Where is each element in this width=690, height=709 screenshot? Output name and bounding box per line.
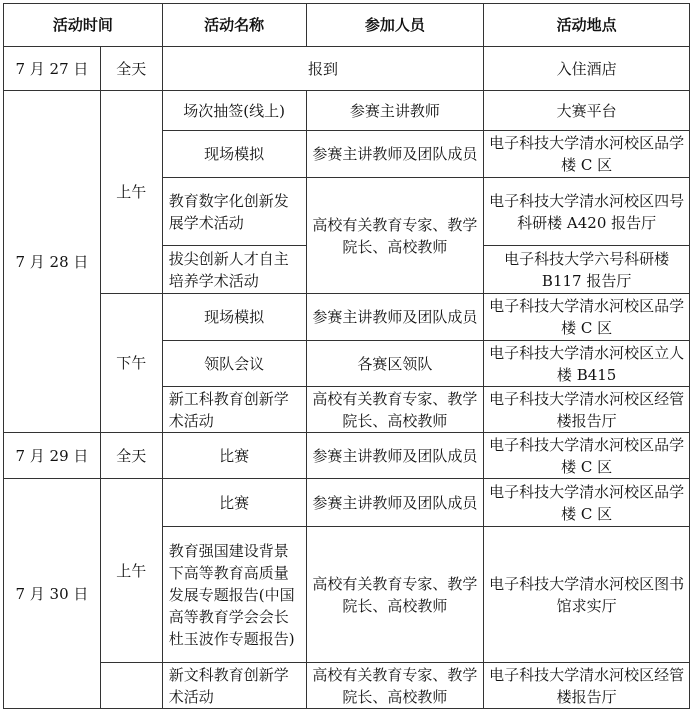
activity-cell: 报到 [162,47,484,91]
table-row [4,294,690,341]
people-cell: 参赛主讲教师 [306,91,484,131]
people-cell: 参赛主讲教师及团队成员 [306,131,484,178]
people-cell: 高校有关教育专家、教学院长、高校教师 [306,527,484,663]
activity-cell: 现场模拟 [162,294,306,341]
header-place: 活动地点 [484,4,690,47]
people-cell: 参赛主讲教师及团队成员 [306,294,484,341]
activity-cell: 教育数字化创新发展学术活动 [162,178,306,246]
place-cell: 电子科技大学清水河校区品学楼 C 区 [484,433,690,479]
people-cell: 参赛主讲教师及团队成员 [306,479,484,527]
place-cell: 电子科技大学清水河校区经管楼报告厅 [484,663,690,709]
activity-cell: 场次抽签(线上) [162,91,306,131]
people-cell: 高校有关教育专家、教学院长、高校教师 [306,663,484,709]
table-row [4,47,690,91]
place-cell: 电子科技大学六号科研楼 B117 报告厅 [484,246,690,294]
schedule-table [3,3,690,709]
place-cell: 入住酒店 [484,47,690,91]
place-cell: 电子科技大学清水河校区品学楼 C 区 [484,294,690,341]
date-cell: 7 月 27 日 [4,47,101,91]
header-time: 活动时间 [4,4,163,47]
activity-cell: 领队会议 [162,341,306,387]
table-row [4,479,690,527]
period-cell: 全天 [100,47,162,91]
header-row [4,4,690,47]
place-cell: 电子科技大学清水河校区四号科研楼 A420 报告厅 [484,178,690,246]
place-cell: 大赛平台 [484,91,690,131]
place-cell: 电子科技大学清水河校区立人楼 B415 [484,341,690,387]
date-cell: 7 月 28 日 [4,91,101,433]
place-cell: 电子科技大学清水河校区品学楼 C 区 [484,479,690,527]
period-cell: 上午 [100,91,162,294]
header-people: 参加人员 [306,4,484,47]
people-cell: 高校有关教育专家、教学院长、高校教师 [306,387,484,433]
activity-cell: 比赛 [162,479,306,527]
activity-cell: 新工科教育创新学术活动 [162,387,306,433]
period-cell-empty [100,663,162,709]
period-cell: 上午 [100,479,162,663]
activity-cell: 现场模拟 [162,131,306,178]
people-cell: 高校有关教育专家、教学院长、高校教师 [306,178,484,294]
activity-cell: 比赛 [162,433,306,479]
table-row [4,433,690,479]
period-cell: 下午 [100,294,162,433]
period-cell: 全天 [100,433,162,479]
activity-cell: 新文科教育创新学术活动 [162,663,306,709]
table-row [4,663,690,709]
people-cell: 各赛区领队 [306,341,484,387]
date-cell: 7 月 30 日 [4,479,101,709]
place-cell: 电子科技大学清水河校区经管楼报告厅 [484,387,690,433]
activity-cell: 拔尖创新人才自主培养学术活动 [162,246,306,294]
date-cell: 7 月 29 日 [4,433,101,479]
place-cell: 电子科技大学清水河校区品学楼 C 区 [484,131,690,178]
header-name: 活动名称 [162,4,306,47]
activity-cell: 教育强国建设背景下高等教育高质量发展专题报告(中国高等教育学会会长杜玉波作专题报告) [162,527,306,663]
table-row [4,91,690,131]
people-cell: 参赛主讲教师及团队成员 [306,433,484,479]
place-cell: 电子科技大学清水河校区图书馆求实厅 [484,527,690,663]
